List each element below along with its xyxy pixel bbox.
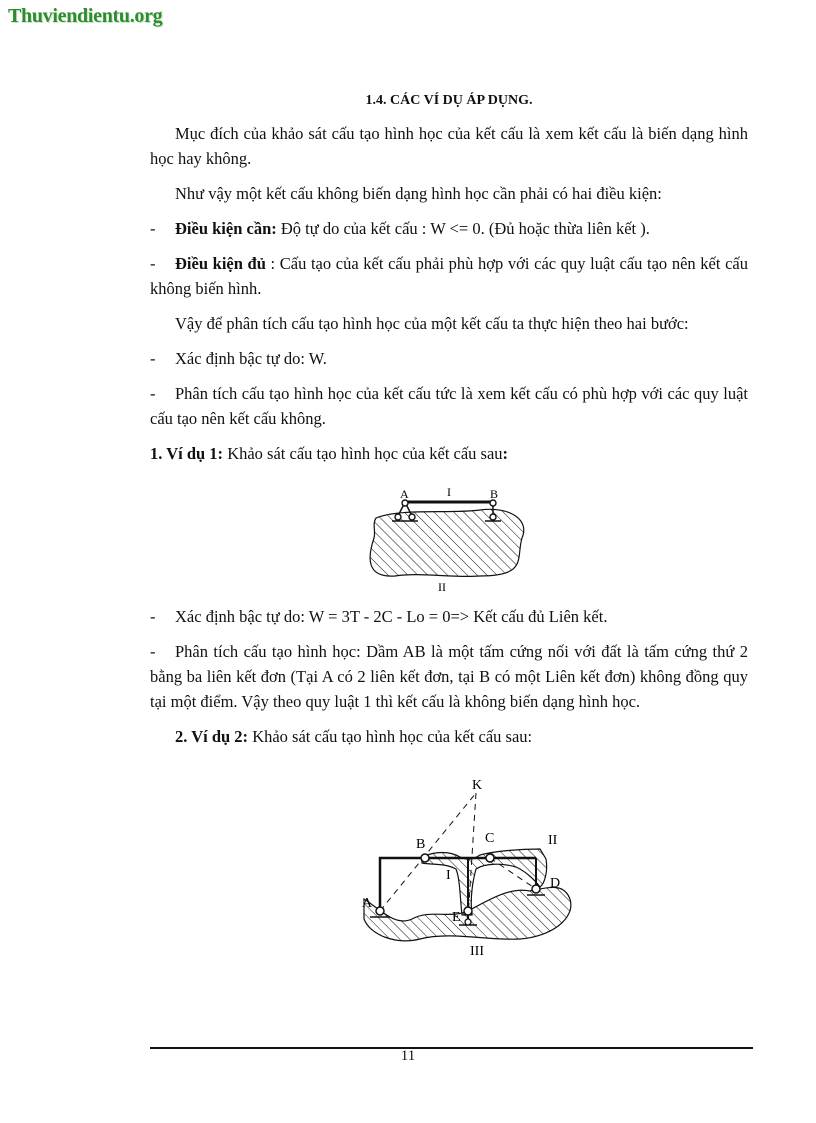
label-e: E [452,910,461,925]
page-number: 11 [400,1048,416,1064]
condition-sufficient-label: Điều kiện đủ [175,254,266,273]
step-1 [150,346,748,371]
condition-necessary-label: Điều kiện cần: [175,219,277,238]
watermark-logo: Thuviendientu.org [8,5,163,27]
condition-sufficient [150,251,748,301]
label-i: I [447,485,451,499]
example-1-title [150,441,748,466]
example-2-text: Khảo sát cấu tạo hình học của kết cấu sau: [248,727,533,746]
figure-example-1 [150,476,748,594]
bullet-dash: - [150,219,156,238]
condition-necessary-text: Độ tự do của kết cấu : W <= 0. (Đủ hoặc thừa liên kết ). [276,219,650,238]
example-2-title [150,724,748,749]
label-ii: II [438,580,446,594]
page-content [150,88,748,959]
figure-example-2 [150,759,748,959]
condition-necessary [150,216,748,241]
example-1-colon: : [502,444,509,463]
step-2-text: Phân tích cấu tạo hình học của kết cấu tức là xem kết cấu có phù hợp với các quy luật cấu tạo nên kết cấu không. [150,384,748,428]
example-1-analysis [150,639,748,714]
example-1-text: Khảo sát cấu tạo hình học của kết cấu sau [223,444,503,463]
bullet-dash: - [150,254,156,273]
paragraph-purpose: Mục đích của khảo sát cấu tạo hình học của kết cấu là xem kết cấu là biến dạng hình học hay không. [150,124,748,168]
example-1-dof [150,604,748,629]
label-i2: I [446,868,451,883]
paragraph-steps-intro: Vậy để phân tích cấu tạo hình học của một kết cấu ta thực hiện theo hai bước: [175,314,689,333]
example-2-label: 2. Ví dụ 2: [175,727,249,746]
condition-sufficient-text: : Cấu tạo của kết cấu phải phù hợp với các quy luật cấu tạo nên kết cấu không biến hình. [150,254,748,298]
label-a2: A [362,896,373,911]
label-k: K [472,778,483,793]
step-1-text: Xác định bậc tự do: W. [175,349,327,368]
bullet-dash: - [150,642,156,661]
label-b: B [490,487,499,501]
label-iii: III [470,944,484,959]
step-2 [150,381,748,431]
label-a: A [400,487,409,501]
bullet-dash: - [150,349,156,368]
label-c: C [485,831,495,846]
label-b2: B [416,837,426,852]
label-d: D [550,876,561,891]
example-1-label: 1. Ví dụ 1: [150,444,224,463]
example-1-analysis-text: Phân tích cấu tạo hình học: Dầm AB là một tấm cứng nối với đất là tấm cứng thứ 2 bằng ba liên kết đơn (Tại A có 2 liên kết đơn, tại B có một Liên kết đơn) không đồng quy tại một điểm. Vậy theo quy luật 1 thì kết cấu là không biến dạng hình học. [150,642,748,711]
bullet-dash: - [150,607,156,626]
example-1-dof-text: Xác định bậc tự do: W = 3T - 2C - Lo = 0=> Kết cấu đủ Liên kết. [175,607,608,626]
bullet-dash: - [150,384,156,403]
label-ii2: II [548,833,558,848]
section-heading: 1.4. CÁC VÍ DỤ ÁP DỤNG. [365,93,533,108]
paragraph-conditions-intro: Như vậy một kết cấu không biến dạng hình học cần phải có hai điều kiện: [175,184,662,203]
